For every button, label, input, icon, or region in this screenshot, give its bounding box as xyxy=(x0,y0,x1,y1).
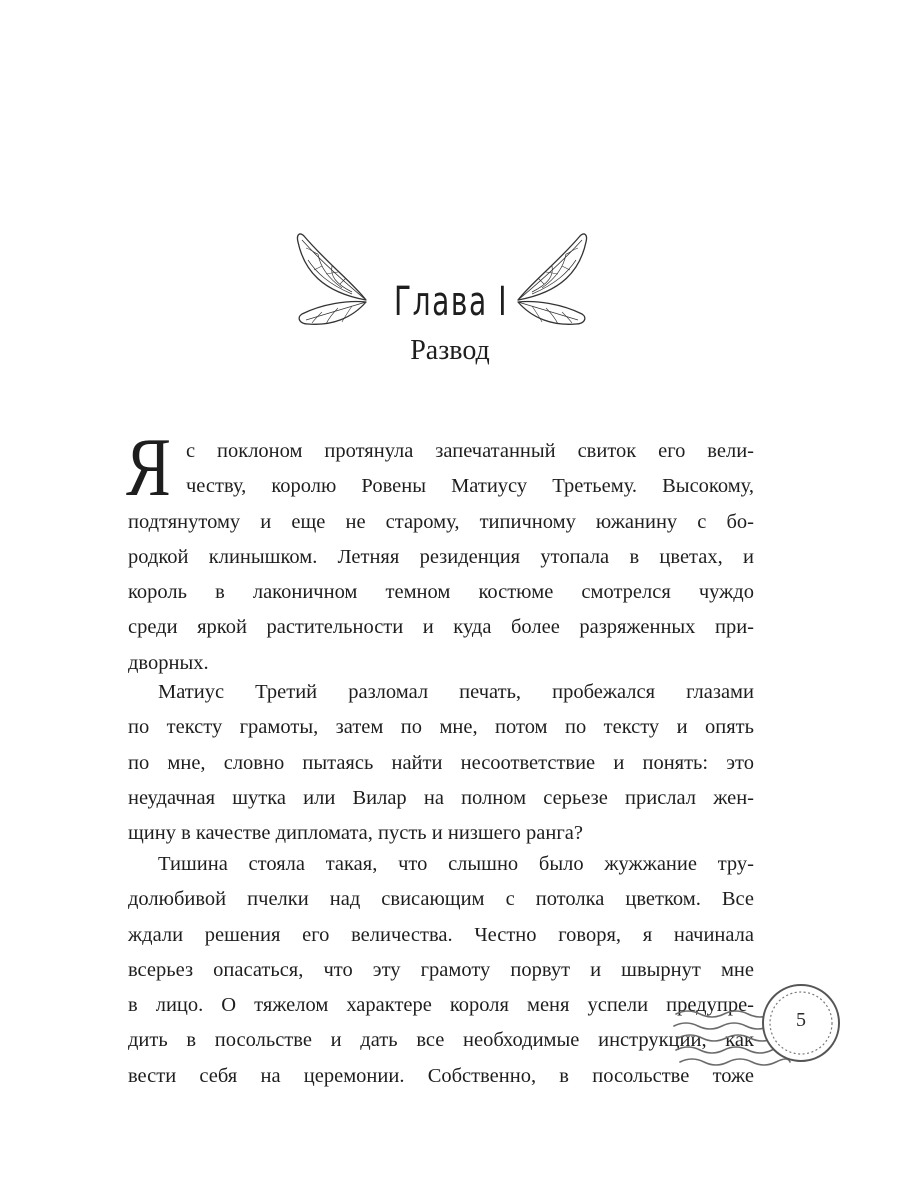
text-line: неудачная шутка или Вилар на полном серьезе прислал жен- xyxy=(128,786,754,809)
text-line: подтянутому и еще не старому, типичному южанину с бо- xyxy=(128,510,754,533)
text-line: Тишина стояла такая, что слышно было жужжание тру- xyxy=(158,853,754,875)
text-line: дворных. xyxy=(128,651,209,674)
text-line: ждали решения его величества. Честно говоря, я начинала xyxy=(128,923,754,946)
text-line: дить в посольстве и дать все необходимые инструкции, как xyxy=(128,1029,754,1052)
text-line: с поклоном протянула запечатанный свиток его вели- xyxy=(186,440,754,462)
text-line: по тексту грамоты, затем по мне, потом по тексту и опять xyxy=(128,716,754,739)
paragraph-3 xyxy=(128,847,754,1094)
text-line: честву, королю Ровены Матиусу Третьему. Высокому, xyxy=(186,475,754,498)
page-number: 5 xyxy=(796,1009,806,1031)
text-line: всерьез опасаться, что эту грамоту порвут и швырнут мне xyxy=(128,958,754,981)
paragraph-1 xyxy=(128,434,754,681)
text-line: щину в качестве дипломата, пусть и низшего ранга? xyxy=(128,822,583,845)
text-line: король в лаконичном темном костюме смотрелся чуждо xyxy=(128,581,754,604)
text-line: родкой клинышком. Летняя резиденция утопала в цветах, и xyxy=(128,545,754,568)
text-line: Матиус Третий разломал печать, пробежался глазами xyxy=(158,681,754,703)
text-line: в лицо. О тяжелом характере короля меня успели предупре- xyxy=(128,994,754,1017)
paragraph-2 xyxy=(128,675,754,851)
butterfly-wing-left-icon xyxy=(282,222,372,334)
drop-cap: Я xyxy=(126,421,171,514)
text-line: среди яркой растительности и куда более разряженных при- xyxy=(128,616,754,639)
text-line: вести себя на церемонии. Собственно, в посольстве тоже xyxy=(128,1064,754,1087)
chapter-subtitle: Развод xyxy=(410,335,490,366)
chapter-title: Глава I xyxy=(393,279,509,325)
text-line: по мне, словно пытаясь найти несоответствие и понять: это xyxy=(128,751,754,774)
text-line: долюбивой пчелки над свисающим с потолка цветком. Все xyxy=(128,888,754,911)
